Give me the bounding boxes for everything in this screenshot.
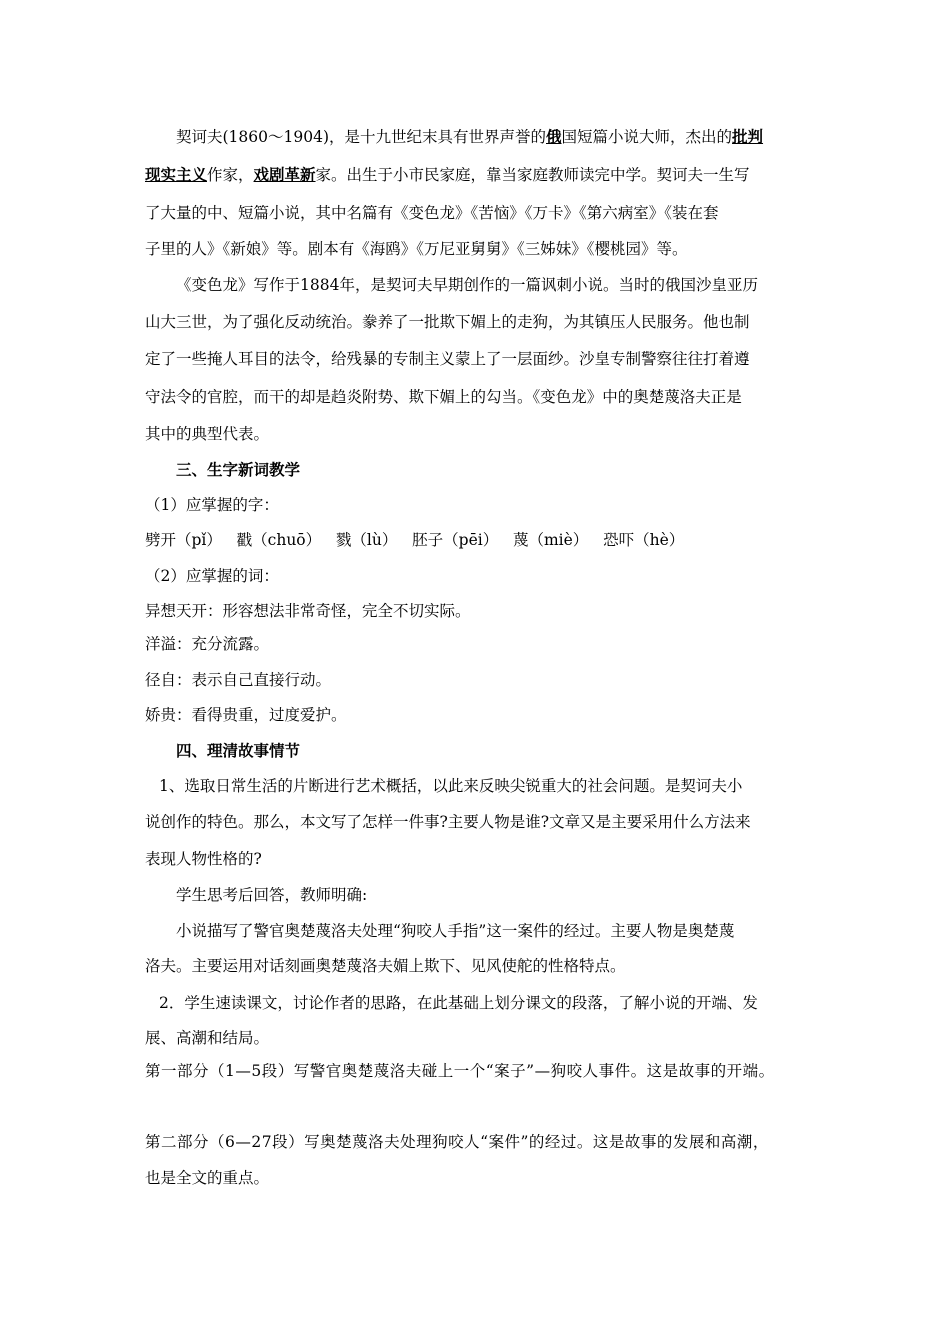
answer-line1: 小说描写了警官奥楚蔑洛夫处理“狗咬人手指”这一案件的经过。主要人物是奥楚蔑 (176, 922, 735, 940)
intro-p2-line2: 山大三世，为了强化反动统治。豢养了一批欺下媚上的走狗，为其镇压人民服务。他也制 (145, 313, 750, 331)
underlined-term: 戏剧革新 (253, 165, 316, 184)
words-label: （2）应掌握的词： (145, 567, 279, 585)
text-run: 家。出生于小市民家庭，靠当家庭教师读完中学。契诃夫一生写 (315, 166, 750, 184)
word-entry: 径自：表示自己直接行动。 (145, 671, 332, 689)
answer-line2: 洛夫。主要运用对话刻画奥楚蔑洛夫媚上欺下、见风使舵的性格特点。 (145, 957, 626, 975)
intro-p1-line3: 了大量的中、短篇小说，其中名篇有《变色龙》《苦恼》《万卡》《第六病室》《装在套 (145, 204, 719, 222)
text-run: 国短篇小说大师，杰出的 (561, 128, 733, 146)
part2-line2: 也是全文的重点。 (145, 1169, 270, 1187)
question1-line2: 说创作的特色。那么，本文写了怎样一件事?主要人物是谁?文章又是主要采用什么方法来 (145, 813, 751, 831)
intro-p1-line4: 子里的人》《新娘》等。剧本有《海鸥》《万尼亚舅舅》《三姊妹》《樱桃园》等。 (145, 240, 688, 258)
text-run: 契诃夫(1860～1904)，是十九世纪末具有世界声誉的 (176, 128, 546, 146)
question2-line2: 展、高潮和结局。 (145, 1029, 270, 1047)
question1-line3: 表现人物性格的? (145, 850, 262, 868)
intro-p2-line3: 定了一些掩人耳目的法令，给残暴的专制主义蒙上了一层面纱。沙皇专制警察往往打着遵 (145, 350, 750, 368)
chars-label: （1）应掌握的字： (145, 496, 279, 514)
intro-p2-line4: 守法令的官腔，而干的却是趋炎附势、欺下媚上的勾当。《变色龙》中的奥楚蔑洛夫正是 (145, 388, 742, 406)
word-entry: 异想天开：形容想法非常奇怪，完全不切实际。 (145, 602, 471, 620)
intro-p2-line5: 其中的典型代表。 (145, 425, 270, 443)
section4-heading: 四、理清故事情节 (176, 741, 301, 760)
intro-p1-line1 (176, 126, 763, 148)
part2-line1: 第二部分（6—27段）写奥楚蔑洛夫处理狗咬人“案件”的经过。这是故事的发展和高潮， (145, 1133, 769, 1151)
intro-p2-line1: 《变色龙》写作于1884年，是契诃夫早期创作的一篇讽刺小说。当时的俄国沙皇亚历 (176, 276, 758, 294)
text-run: 作家， (207, 166, 254, 184)
answer-intro: 学生思考后回答，教师明确: (176, 886, 368, 904)
question1-line1: 1、选取日常生活的片断进行艺术概括，以此来反映尖锐重大的社会问题。是契诃夫小 (159, 777, 743, 795)
underlined-term: 现实主义 (145, 165, 208, 184)
section3-heading: 三、生字新词教学 (176, 460, 301, 479)
word-entry: 洋溢：充分流露。 (145, 635, 270, 653)
intro-p1-line2 (145, 164, 750, 186)
word-entry: 娇贵：看得贵重，过度爱护。 (145, 706, 347, 724)
part1-summary: 第一部分（1—5段）写警官奥楚蔑洛夫碰上一个“案子”—狗咬人事件。这是故事的开端。 (145, 1062, 775, 1080)
question2-line1: 2．学生速读课文，讨论作者的思路，在此基础上划分课文的段落，了解小说的开端、发 (159, 994, 758, 1012)
underlined-term: 批判 (732, 127, 764, 146)
chars-list: 劈开（pǐ） 戳（chuō） 戮（lù） 胚子（pēi） 蔑（miè） 恐吓（hè） (145, 531, 685, 549)
underlined-term: 俄 (546, 127, 562, 146)
